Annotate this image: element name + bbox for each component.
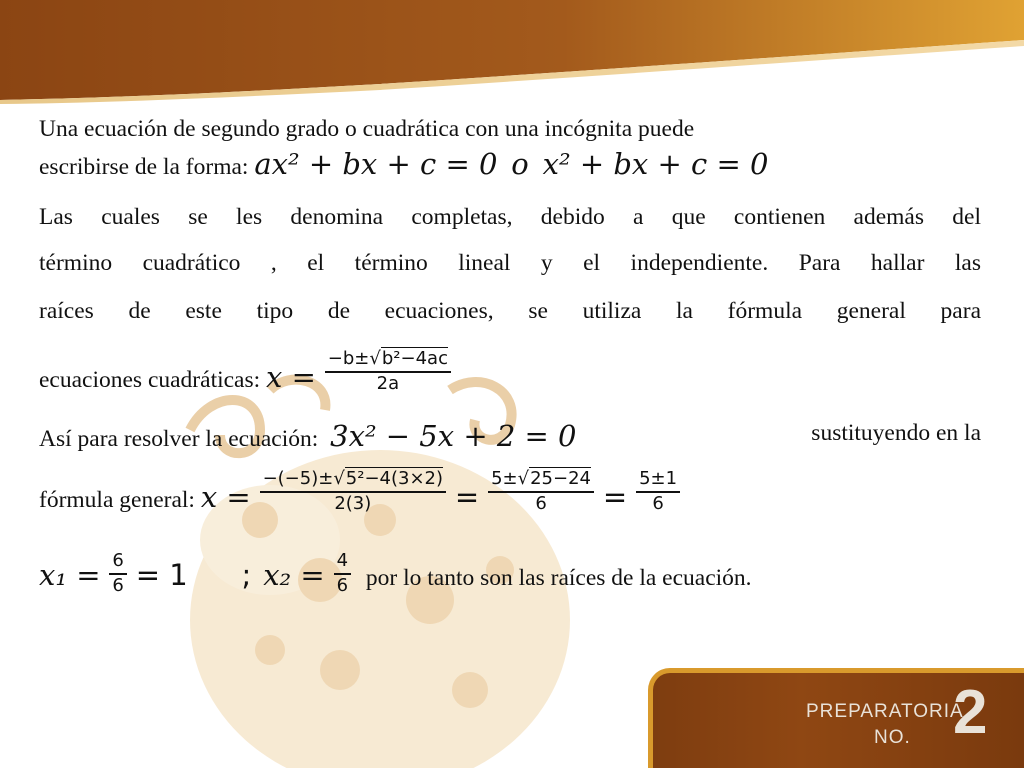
substitution-fraction-1 bbox=[260, 468, 446, 515]
general-formula-label: fórmula general: bbox=[39, 486, 195, 513]
example-intro: Así para resolver la ecuación: bbox=[39, 426, 319, 452]
substitution-numerator-3: 5±1 bbox=[636, 468, 680, 493]
formula-lhs: x = bbox=[266, 359, 316, 394]
paragraph-3 bbox=[39, 419, 981, 468]
root-2-lhs: x₂ = bbox=[263, 557, 325, 592]
formula-num-pre: −b±√ bbox=[327, 348, 381, 369]
example-substitution-text: sustituyendo en la bbox=[811, 420, 981, 446]
example-equation: 3x² − 5x + 2 = 0 bbox=[330, 419, 577, 453]
root-1-fraction bbox=[109, 550, 126, 597]
equals-sign-2: = bbox=[602, 479, 628, 514]
root-1-numerator: 6 bbox=[109, 550, 126, 575]
preparatoria-badge bbox=[648, 668, 1024, 768]
substitution-denominator-3: 6 bbox=[652, 492, 664, 514]
paragraph-1-line-1: Una ecuación de segundo grado o cuadrática con una incógnita puede bbox=[39, 116, 695, 142]
header-band bbox=[0, 0, 1024, 104]
general-equation: ax² + bx + c = 0 bbox=[254, 147, 498, 181]
paragraph-2-line-3: raíces de este tipo de ecuaciones, se utiliza la fórmula general para bbox=[39, 298, 981, 324]
badge-line-2: NO. bbox=[874, 726, 911, 748]
or-word: o bbox=[511, 147, 529, 181]
root-2-denominator: 6 bbox=[336, 574, 349, 596]
quadratic-formula-numerator bbox=[325, 348, 451, 373]
quadratic-formula-intro: ecuaciones cuadráticas: bbox=[39, 366, 261, 393]
root-1-lhs: x₁ = bbox=[39, 557, 101, 592]
quadratic-formula-fraction bbox=[325, 348, 451, 395]
formula-radicand: b²−4ac bbox=[381, 348, 448, 369]
root-1-value: = 1 bbox=[135, 557, 188, 592]
paragraph-2-line-2: término cuadrático , el término lineal y el independiente. Para hallar las bbox=[39, 250, 981, 276]
badge-text bbox=[806, 699, 964, 750]
paragraph-2-line-1: Las cuales se les denomina completas, debido a que contienen además del bbox=[39, 204, 981, 230]
substitution-denominator-2: 6 bbox=[535, 492, 547, 514]
roots-line bbox=[39, 550, 981, 620]
substitution-numerator-2 bbox=[488, 468, 594, 493]
substitution-fraction-3 bbox=[636, 468, 680, 515]
substitution-fraction-2 bbox=[488, 468, 594, 515]
conclusion-text: por lo tanto son las raíces de la ecuación. bbox=[365, 564, 752, 591]
f1-num-pre: −(−5)±√ bbox=[262, 468, 345, 489]
f1-radicand: 5²−4(3×2) bbox=[345, 468, 444, 489]
equals-sign-1: = bbox=[454, 479, 480, 514]
slide-content bbox=[39, 118, 981, 620]
paragraph-1-text: escribirse de la forma: bbox=[39, 154, 249, 180]
f2-radicand: 25−24 bbox=[530, 468, 591, 489]
paragraph-4 bbox=[39, 468, 981, 550]
paragraph-2-line-4 bbox=[39, 348, 981, 422]
f2-num-pre: 5±√ bbox=[491, 468, 530, 489]
badge-line-1: PREPARATORIA bbox=[806, 701, 964, 722]
paragraph-1-line-2 bbox=[39, 147, 981, 198]
substitution-denominator-1: 2(3) bbox=[334, 492, 372, 514]
root-1-denominator: 6 bbox=[112, 574, 124, 596]
badge-number: 2 bbox=[953, 678, 988, 747]
header-band-graphic bbox=[0, 0, 1024, 104]
substitution-numerator-1 bbox=[260, 468, 446, 493]
substitution-lhs: x = bbox=[200, 479, 251, 514]
root-2-numerator: 4 bbox=[334, 550, 351, 575]
general-equation-monic: x² + bx + c = 0 bbox=[542, 147, 769, 181]
roots-separator: ; bbox=[241, 557, 252, 592]
quadratic-formula-denominator: 2a bbox=[376, 372, 400, 394]
root-2-fraction bbox=[334, 550, 351, 597]
